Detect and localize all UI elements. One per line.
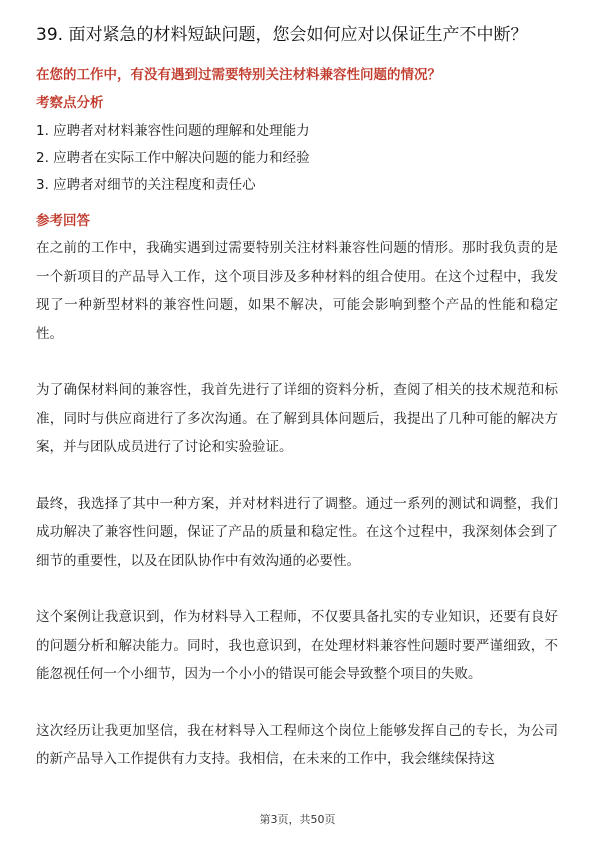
sub-question: 在您的工作中，有没有遇到过需要特别关注材料兼容性问题的情况？ bbox=[36, 67, 441, 83]
analysis-item: 3. 应聘者对细节的关注程度和责任心 bbox=[36, 177, 256, 193]
answer-paragraph: 这个案例让我意识到，作为材料导入工程师，不仅要具备扎实的专业知识，还要有良好的问题分析和解决能力。同时，我也意识到，在处理材料兼容性问题时要严谨细致，不能忽视任何一个小细节，因为一个小小的错误可能会导致整个项目的失败。 bbox=[36, 609, 558, 682]
analysis-item: 1. 应聘者对材料兼容性问题的理解和处理能力 bbox=[36, 123, 310, 139]
analysis-item: 2. 应聘者在实际工作中解决问题的能力和经验 bbox=[36, 150, 310, 166]
answer-paragraph: 最终，我选择了其中一种方案，并对材料进行了调整。通过一系列的测试和调整，我们成功解决了兼容性问题，保证了产品的质量和稳定性。在这个过程中，我深刻体会到了细节的重要性，以及在团队协作中有效沟通的必要性。 bbox=[36, 495, 558, 569]
reference-heading: 参考回答 bbox=[36, 213, 90, 229]
answer-paragraph: 在之前的工作中，我确实遇到过需要特别关注材料兼容性问题的情形。那时我负责的是一个新项目的产品导入工作，这个项目涉及多种材料的组合使用。在这个过程中，我发现了一种新型材料的兼容性问题，如果不解决，可能会影响到整个产品的性能和稳定性。 bbox=[36, 240, 558, 342]
answer-paragraph: 为了确保材料间的兼容性，我首先进行了详细的资料分析，查阅了相关的技术规范和标准，同时与供应商进行了多次沟通。在了解到具体问题后，我提出了几种可能的解决方案，并与团队成员进行了讨论和实验验证。 bbox=[36, 382, 558, 455]
analysis-list bbox=[36, 118, 566, 199]
reference-answer bbox=[36, 234, 558, 802]
page-number: 第3页，共50页 bbox=[259, 813, 336, 826]
question-title: 39. 面对紧急的材料短缺问题，您会如何应对以保证生产不中断？ bbox=[36, 25, 528, 45]
answer-paragraph: 这次经历让我更加坚信，我在材料导入工程师这个岗位上能够发挥自己的专长，为公司的新产品导入工作提供有力支持。我相信，在未来的工作中，我会继续保持这 bbox=[36, 722, 558, 767]
analysis-heading: 考察点分析 bbox=[36, 95, 104, 111]
